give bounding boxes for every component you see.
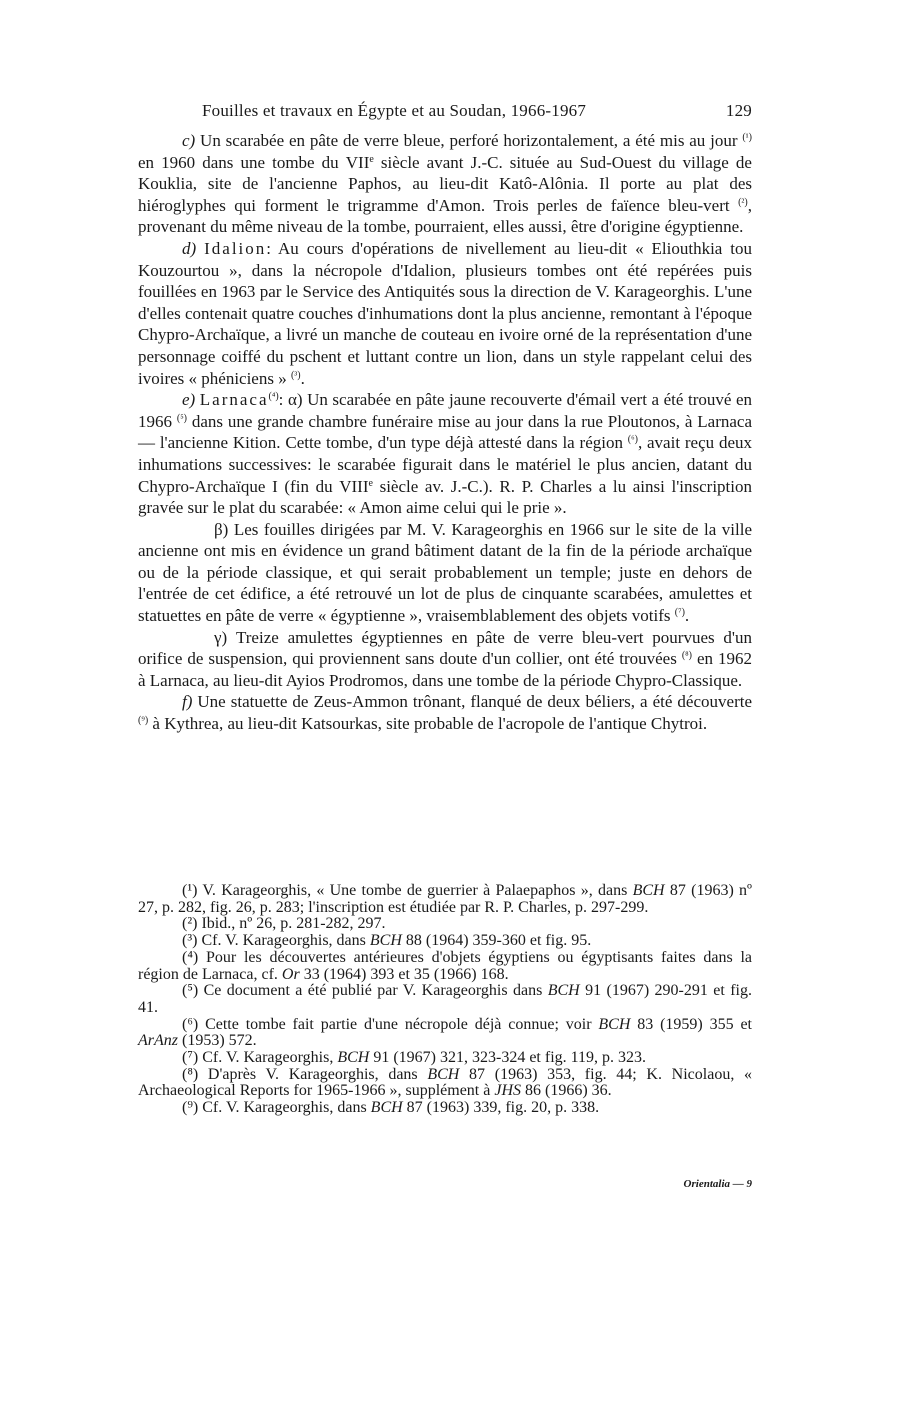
text-run: , avait reçu deux inhumations successives: le scarabée figurait dans le matériel le plus ancien, datant du Chypro-Archaïque I (fin du [138,433,752,496]
footnote-6 [138,1017,752,1050]
text-run: siècle av. J.-C.). R. P. Charles a lu ainsi l'inscription gravée sur le plat du scarabée: « Amon aime celui qui le prie ». [138,476,752,518]
text-run: 87 (1963) 339, fig. 20, p. 338. [402,1099,600,1117]
footnote-mark: (⁵) [182,982,199,1000]
text-run: Ce document a été publié par V. Karageorghis dans [198,982,548,1000]
text-run: β) Les fouilles dirigées par M. V. Karageorghis en 1966 sur le site de la ville ancienne ont mis en évidence un grand bâtiment datant de la fin de la période archaïque ou de la période classique, et qui serait probablement un temple; juste en dehors de l'entrée de cet édifice, a été retrouvé un lot de plus de cinquante scarabées, amulettes et statuettes en pâte de verre « égyptienne », vraisemblablement des objets votifs [138,519,752,626]
footnote-mark: (⁷) [182,1049,199,1067]
text-run: 87 (1963) nº 27, p. 282, fig. 26, p. 283; l'inscription est étudiée par R. P. Charles, p. 297-299. [138,882,753,916]
text-run: . [684,606,690,626]
journal-title: BCH [547,982,580,1000]
text-run: Une statuette de Zeus-Ammon trônant, flanqué de deux béliers, a été découverte [192,692,752,712]
footnote-4 [138,950,752,983]
footnote-mark: (⁴) [182,948,199,966]
item-letter: f) [182,692,193,712]
text-run: en 1960 dans une tombe du [138,152,346,172]
journal-title: BCH [598,1015,631,1033]
text-run: Cf. V. Karageorghis, dans [198,1099,371,1117]
text-run: siècle avant J.-C. située au Sud-Ouest du village de Kouklia, site de l'ancienne Paphos, au lieu-dit Katô-Alônia. Il porte au plat des hiéroglyphes qui forment le trigramme d'Amon. Trois perles de faïence bleu-vert [138,152,752,215]
journal-title: BCH [427,1065,460,1083]
text-run: γ) Treize amulettes égyptiennes en pâte de verre bleu-vert pourvues d'un orifice de suspension, qui proviennent sans doute d'un collier, ont été trouvées [138,627,752,669]
footnote-8 [138,1067,752,1100]
journal-title: Or [281,965,300,983]
footnote-ref: (⁷) [674,607,685,619]
place-name: Idalion [204,238,267,258]
footnote-1 [138,883,752,916]
century-suffix: e [368,477,373,489]
century-numeral: VII [345,152,370,172]
text-run: 88 (1964) 359-360 et fig. 95. [401,932,592,950]
item-letter: d) [182,238,197,258]
footnote-ref: (⁹) [138,715,149,727]
text-run: V. Karageorghis, « Une tombe de guerrier à Palaepaphos », dans [197,882,633,899]
text-run: . [300,368,305,388]
item-letter: e) [182,390,196,410]
text-run: 86 (1966) 36. [521,1082,612,1100]
journal-title: ArAnz [138,1032,178,1050]
footnote-ref: (⁵) [176,412,188,424]
footnote-ref: (⁴) [268,391,279,403]
text-run: Cf. V. Karageorghis, dans [197,932,370,950]
text-run: , provenant du même niveau de la tombe, pourraient, elles aussi, être d'origine égyptienne. [138,195,752,237]
text-run: Pour les découvertes antérieures d'objets égyptiens ou égyptisants faites dans la région de Larnaca, cf. [138,948,752,983]
footnote-ref: (²) [738,196,748,208]
footnotes [138,883,752,1117]
footnote-ref: (¹) [742,132,752,143]
text-run: Cf. V. Karageorghis, [198,1049,338,1067]
footnote-mark: (²) [182,915,198,933]
footnote-ref: (³) [290,369,301,381]
text-run: à Kythrea, au lieu-dit Katsourkas, site probable de l'acropole de l'antique Chytroi. [148,714,708,734]
footnote-7 [138,1050,752,1067]
item-letter: c) [182,131,196,150]
text-run: : α) Un scarabée en pâte jaune recouverte d'émail vert a été trouvé en 1966 [138,390,753,431]
paragraph-e [138,389,752,519]
text-run: (1953) 572. [178,1032,257,1050]
page-number: 129 [725,101,752,120]
journal-title: BCH [369,932,402,950]
running-head [138,101,754,125]
footnote-mark: (⁶) [182,1015,199,1033]
paragraph-gamma [138,627,752,692]
text-run: Cette tombe fait partie d'une nécropole déjà connue; voir [198,1015,599,1033]
text-run: 91 (1967) 321, 323-324 et fig. 119, p. 323. [369,1049,647,1067]
text-run: 87 (1963) 353, fig. 44; K. Nicolaou, « Archaeological Reports for 1965-1966 », supplément à [138,1065,753,1100]
text-run: : Au cours d'opérations de nivellement au lieu-dit « Eliouthkia tou Kouzourtou », dans la nécropole d'Idalion, plusieurs tombes ont été repérées puis fouillées en 1963 par le Service des Antiquités sous la direction de V. Karageorghis. L'une d'elles contenait quatre couches d'inhumations dont la plus ancienne, remontant à l'époque Chypro-Archaïque, a livré un manche de couteau en ivoire orné de la représentation d'une personnage coiffé du pschent et luttant contre un lion, dans un style rappelant celui des ivoires « phéniciens » [138,238,753,388]
paragraph-d [138,238,752,389]
footnote-mark: (⁸) [182,1065,199,1083]
paragraph-c [138,130,752,238]
text-run: dans une grande chambre funéraire mise au jour dans la rue Ploutonos, à Larnaca — l'ancienne Kition. Cette tombe, d'un type déjà attesté dans la région [138,411,752,453]
place-name: Larnaca [199,390,269,410]
text-run: Ibid., nº 26, p. 281-282, 297. [197,915,386,933]
main-text [138,130,752,735]
footnote-ref: (⁸) [681,650,692,662]
text-run: 83 (1959) 355 et [630,1015,752,1033]
footnote-mark: (⁹) [182,1099,199,1117]
footnote-2 [138,916,752,933]
journal-title: BCH [632,882,665,899]
text-run: 33 (1964) 393 et 35 (1966) 168. [299,965,509,983]
journal-title: JHS [494,1082,522,1100]
journal-title: BCH [337,1049,370,1067]
century-suffix: e [369,153,374,165]
paragraph-f [138,691,752,734]
footnote-3 [138,933,752,950]
running-title: Fouilles et travaux en Égypte et au Soudan, 1966-1967 [202,101,587,120]
footnote-mark: (¹) [182,882,198,899]
footnote-5 [138,983,752,1016]
text-run: 91 (1967) 290-291 et fig. 41. [138,982,753,1016]
paragraph-beta [138,519,752,627]
text-run: Un scarabée en pâte de verre bleue, perforé horizontalement, a été mis au jour [195,131,743,150]
footnote-ref: (⁶) [627,434,638,446]
footnote-mark: (³) [182,932,198,950]
text-run: en 1962 à Larnaca, au lieu-dit Ayios Prodromos, dans une tombe de la période Chypro-Classique. [138,649,752,690]
text-run: D'après V. Karageorghis, dans [198,1065,428,1083]
signature-mark: Orientalia — 9 [683,1178,752,1190]
century-numeral: VIII [339,476,369,496]
journal-title: BCH [370,1099,403,1117]
footnote-9 [138,1100,752,1117]
